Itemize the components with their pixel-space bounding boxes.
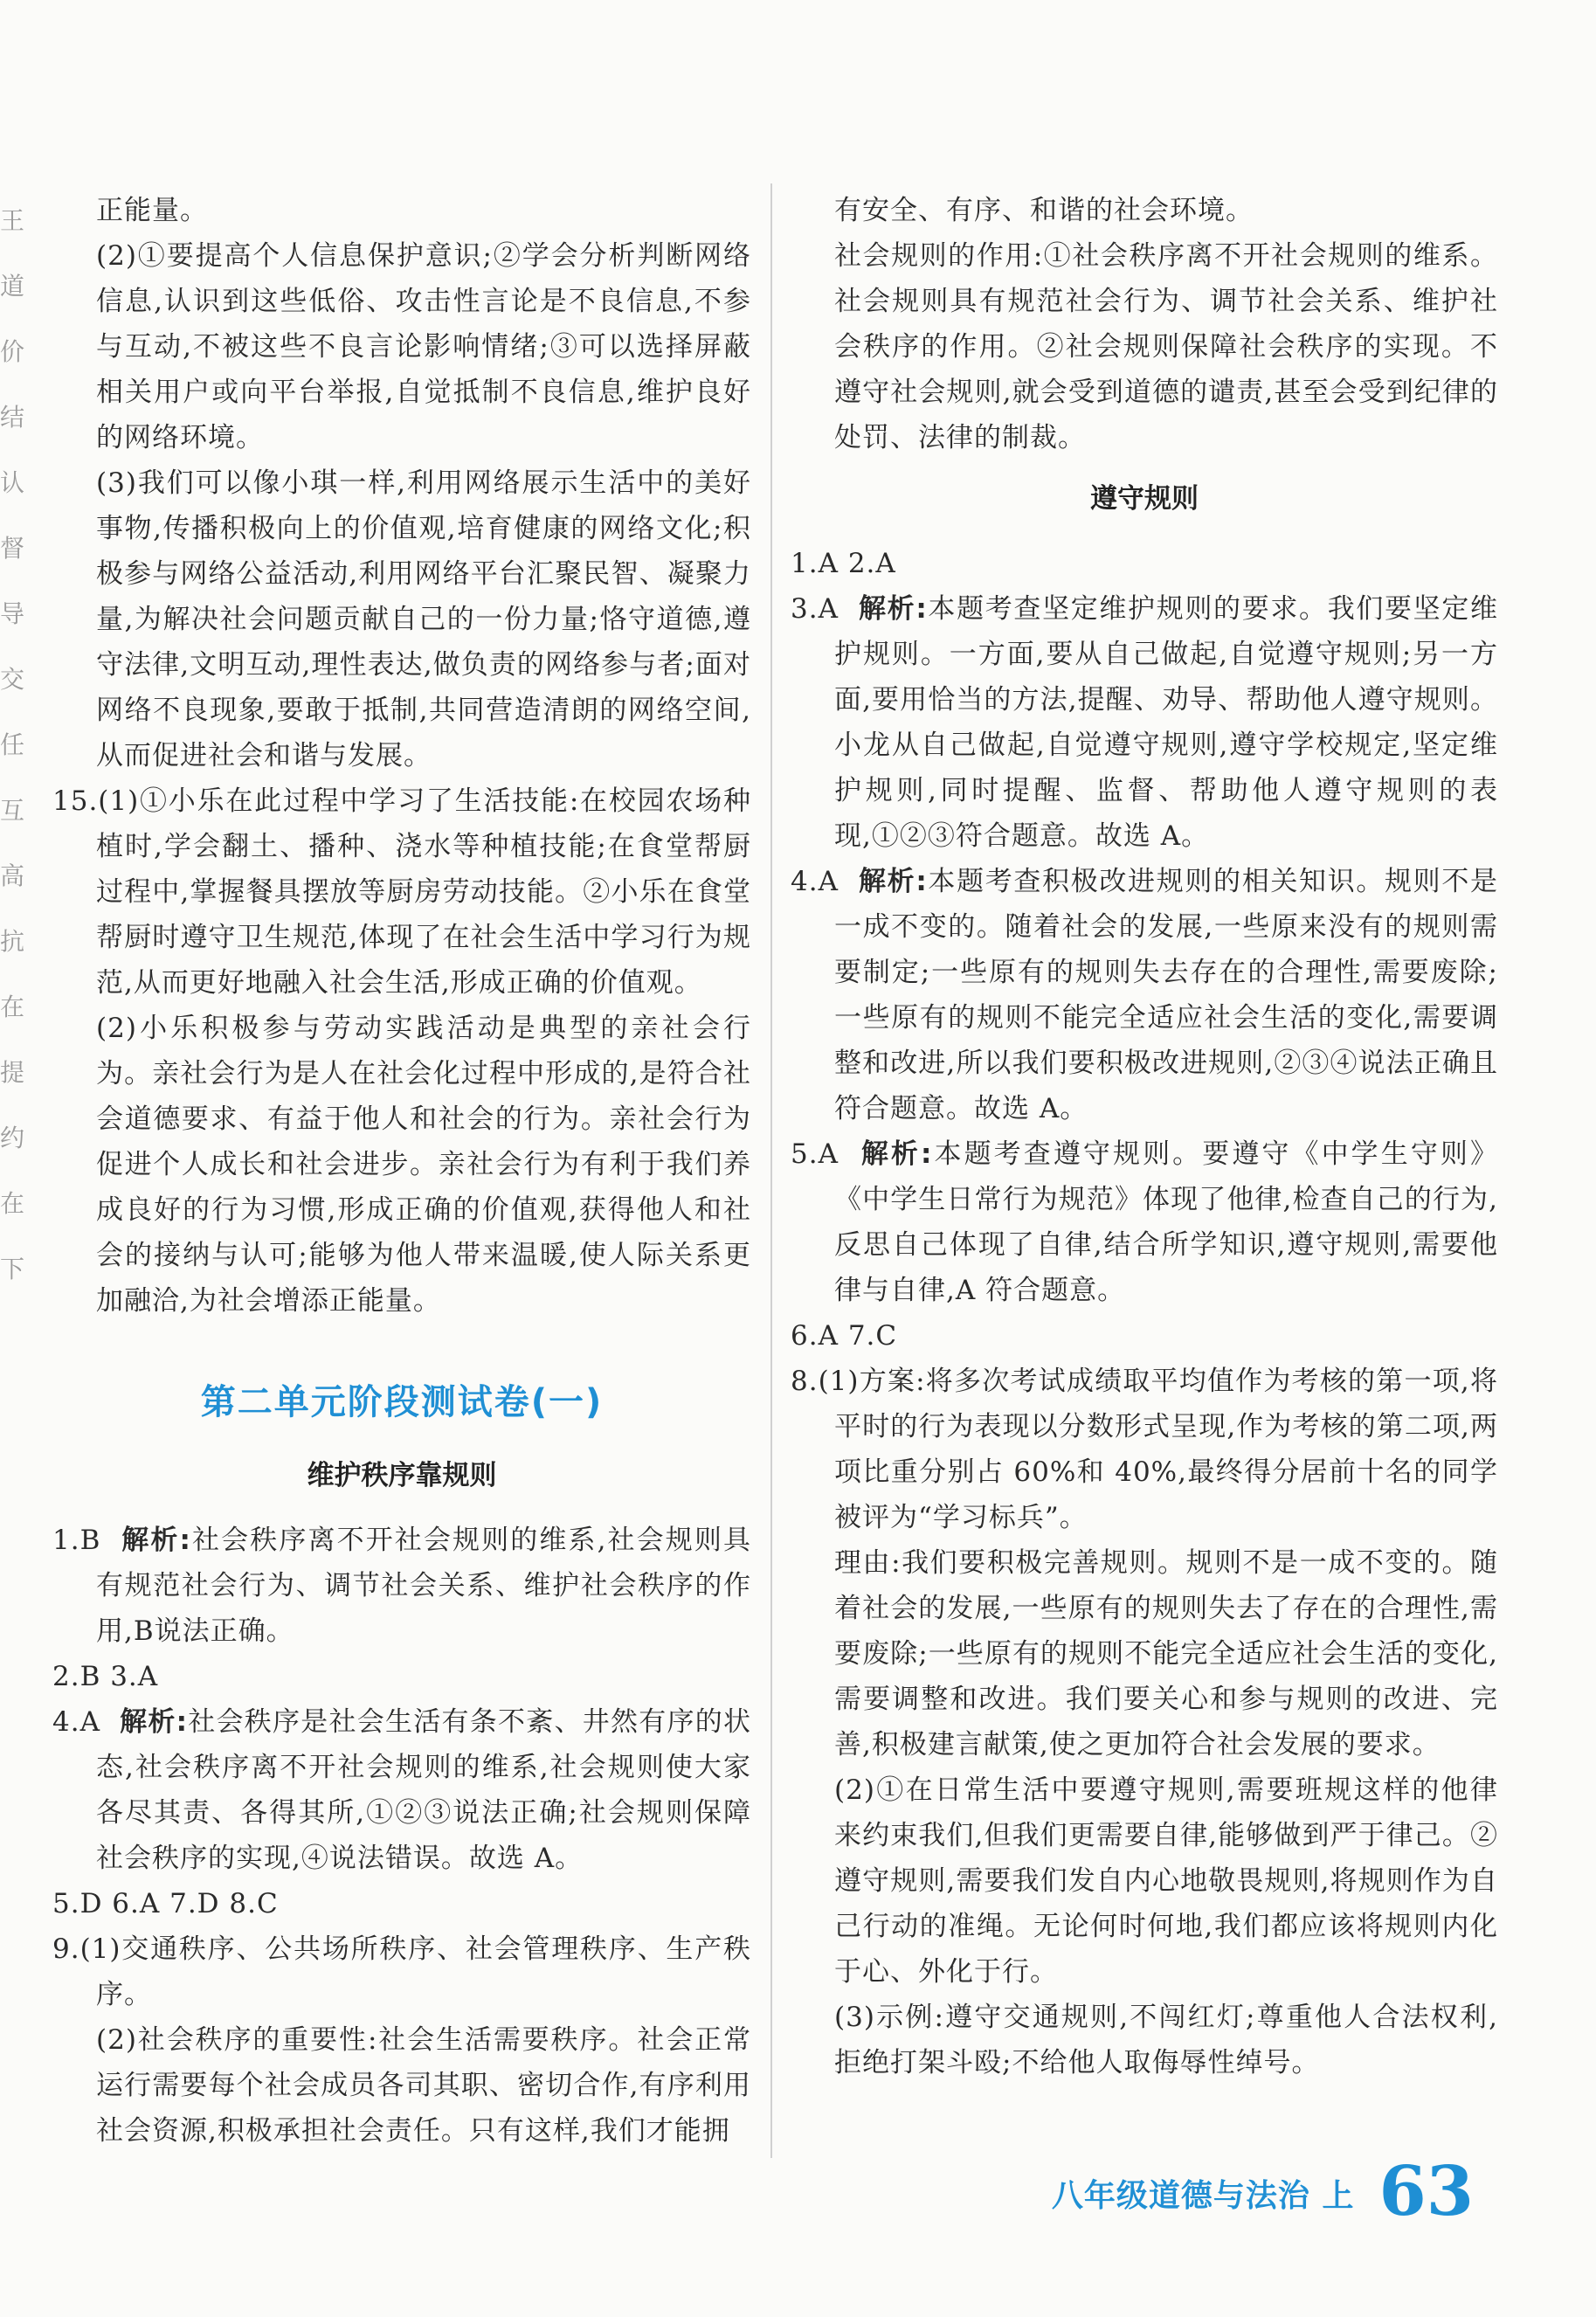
answer-number: 5.A — [791, 1138, 839, 1170]
edge-fragment: 交 — [0, 665, 25, 694]
edge-fragment: 约 — [0, 1124, 25, 1152]
sub-title: 维护秩序靠规则 — [307, 1460, 497, 1491]
page-footer — [1051, 2152, 1474, 2231]
right-column — [791, 188, 1498, 2085]
section-title: 第二单元阶段测试卷(一) — [200, 1382, 604, 1422]
answer-text: 本题考查遵守规则。要遵守《中学生守则》《中学生日常行为规范》体现了他律,检查自己的行为,反思自己体现了自律,结合所学知识,遵守规则,需要他律与自律,A 符合题意。 — [834, 1138, 1498, 1306]
answer-8-part-2: (2)①在日常生活中要遵守规则,需要班规这样的他律来约束我们,但我们更需要自律,能够做到严于律己。②遵守规则,需要我们发自内心地敬畏规则,将规则作为自己行动的准绳。无论何时何地,我们都应该将规则内化于心、外化于行。 — [834, 1774, 1498, 1988]
edge-fragment: 督 — [0, 534, 25, 563]
edge-fragment: 任 — [0, 730, 25, 759]
column-divider — [770, 183, 772, 2158]
page-number: 63 — [1378, 2152, 1474, 2231]
book-title: 八年级道德与法治 上 — [1051, 2178, 1355, 2214]
answer-8-part-3: (3)示例:遵守交通规则,不闯红灯;尊重他人合法权利,拒绝打架斗殴;不给他人取侮辱性绰号。 — [834, 2002, 1498, 2078]
edge-fragment: 在 — [0, 1189, 25, 1218]
edge-fragment: 在 — [0, 993, 25, 1021]
answer-2-3: 2.B 3.A — [52, 1661, 159, 1692]
page-edge-bleed — [0, 188, 25, 1586]
answer-number: 3.A — [791, 593, 839, 625]
left-column — [52, 188, 751, 2154]
answer-4 — [52, 1699, 751, 1881]
answer-text: 社会秩序离不开社会规则的维系,社会规则具有规范社会行为、调节社会关系、维护社会秩序的作用,B说法正确。 — [96, 1525, 751, 1647]
answer-text: 社会秩序是社会生活有条不紊、井然有序的状态,社会秩序离不开社会规则的维系,社会规则使大家各尽其责、各得其所,①②③说法正确;社会规则保障社会秩序的实现,④说法错误。故选 A。 — [96, 1706, 751, 1874]
answer-5-8: 5.D 6.A 7.D 8.C — [52, 1888, 279, 1919]
answer-1 — [52, 1518, 751, 1654]
paragraph: 正能量。 — [96, 195, 208, 226]
answer-number: 1.B — [52, 1525, 101, 1556]
edge-fragment: 认 — [0, 468, 25, 497]
answer-number: 4.A — [791, 866, 839, 897]
answer-number: 4.A — [52, 1706, 100, 1738]
edge-fragment: 抗 — [0, 927, 25, 956]
answer-text: 本题考查坚定维护规则的要求。我们要坚定维护规则。一方面,要从自己做起,自觉遵守规则;另一方面,要用恰当的方法,提醒、劝导、帮助他人遵守规则。小龙从自己做起,自觉遵守规则,遵守学校规定,坚定维护规则,同时提醒、监督、帮助他人遵守规则的表现,①②③符合题意。故选 A。 — [834, 593, 1499, 852]
paragraph: 有安全、有序、和谐的社会环境。 — [834, 195, 1254, 226]
paragraph: (2)①要提高个人信息保护意识;②学会分析判断网络信息,认识到这些低俗、攻击性言论是不良信息,不参与互动,不被这些不良言论影响情绪;③可以选择屏蔽相关用户或向平台举报,自觉抵制不良信息,维护良好的网络环境。 — [96, 240, 751, 453]
answer-6-7: 6.A 7.C — [791, 1320, 898, 1352]
answer-8-reason: 理由:我们要积极完善规则。规则不是一成不变的。随着社会的发展,一些原有的规则失去了存在的合理性,需要废除;一些原有的规则不能完全适应社会生活的变化,需要调整和改进。我们要关心和参与规则的改进、完善,积极建言献策,使之更加符合社会发展的要求。 — [834, 1547, 1498, 1760]
answer-text: 本题考查积极改进规则的相关知识。规则不是一成不变的。随着社会的发展,一些原来没有的规则需要制定;一些原有的规则失去存在的合理性,需要废除;一些原有的规则不能完全适应社会生活的变化,需要调整和改进,所以我们要积极改进规则,②③④说法正确且符合题意。故选 A。 — [834, 866, 1499, 1124]
analysis-tag: 解析: — [859, 593, 928, 625]
answer-1-2: 1.A 2.A — [791, 548, 896, 579]
edge-fragment: 下 — [0, 1255, 25, 1283]
answer-9-part-1: 9.(1)交通秩序、公共场所秩序、社会管理秩序、生产秩序。 — [52, 1933, 751, 2010]
analysis-tag: 解析: — [120, 1706, 189, 1738]
answer-15-part-2: (2)小乐积极参与劳动实践活动是典型的亲社会行为。亲社会行为是人在社会化过程中形成的,是符合社会道德要求、有益于他人和社会的行为。亲社会行为促进个人成长和社会进步。亲社会行为有利于我们养成良好的行为习惯,形成正确的价值观,获得他人和社会的接纳与认可;能够为他人带来温暖,使人际关系更加融洽,为社会增添正能量。 — [96, 1013, 751, 1317]
edge-fragment: 道 — [0, 272, 25, 301]
answer-5 — [791, 1131, 1498, 1313]
sub-title: 遵守规则 — [1090, 483, 1199, 515]
edge-fragment: 高 — [0, 861, 25, 890]
answer-4 — [791, 859, 1498, 1131]
answer-9-part-2: (2)社会秩序的重要性:社会生活需要秩序。社会正常运行需要每个社会成员各司其职、密切合作,有序利用社会资源,积极承担社会责任。只有这样,我们才能拥 — [96, 2024, 751, 2147]
analysis-tag: 解析: — [860, 1138, 933, 1170]
paragraph: 社会规则的作用:①社会秩序离不开社会规则的维系。社会规则具有规范社会行为、调节社会关系、维护社会秩序的作用。②社会规则保障社会秩序的实现。不遵守社会规则,就会受到道德的谴责,甚至会受到纪律的处罚、法律的制裁。 — [834, 240, 1498, 453]
paragraph: (3)我们可以像小琪一样,利用网络展示生活中的美好事物,传播积极向上的价值观,培育健康的网络文化;积极参与网络公益活动,利用网络平台汇聚民智、凝聚力量,为解决社会问题贡献自己的一份力量;恪守道德,遵守法律,文明互动,理性表达,做负责的网络参与者;面对网络不良现象,要敢于抵制,共同营造清朗的网络空间,从而促进社会和谐与发展。 — [96, 467, 751, 771]
edge-fragment: 王 — [0, 206, 25, 235]
edge-fragment: 价 — [0, 337, 25, 366]
edge-fragment: 提 — [0, 1058, 25, 1087]
answer-8-part-1: 8.(1)方案:将多次考试成绩取平均值作为考核的第一项,将平时的行为表现以分数形式呈现,作为考核的第二项,两项比重分别占 60%和 40%,最终得分居前十名的同学被评为“学习标兵”。 — [791, 1366, 1498, 1533]
edge-fragment: 导 — [0, 599, 25, 628]
edge-fragment: 互 — [0, 796, 25, 825]
analysis-tag: 解析: — [859, 866, 928, 897]
analysis-tag: 解析: — [121, 1525, 191, 1556]
answer-15-part-1: 15.(1)①小乐在此过程中学习了生活技能:在校园农场种植时,学会翻土、播种、浇水等种植技能;在食堂帮厨过程中,掌握餐具摆放等厨房劳动技能。②小乐在食堂帮厨时遵守卫生规范,体现了在社会生活中学习行为规范,从而更好地融入社会生活,形成正确的价值观。 — [52, 785, 751, 999]
edge-fragment: 结 — [0, 403, 25, 432]
answer-3 — [791, 586, 1498, 859]
